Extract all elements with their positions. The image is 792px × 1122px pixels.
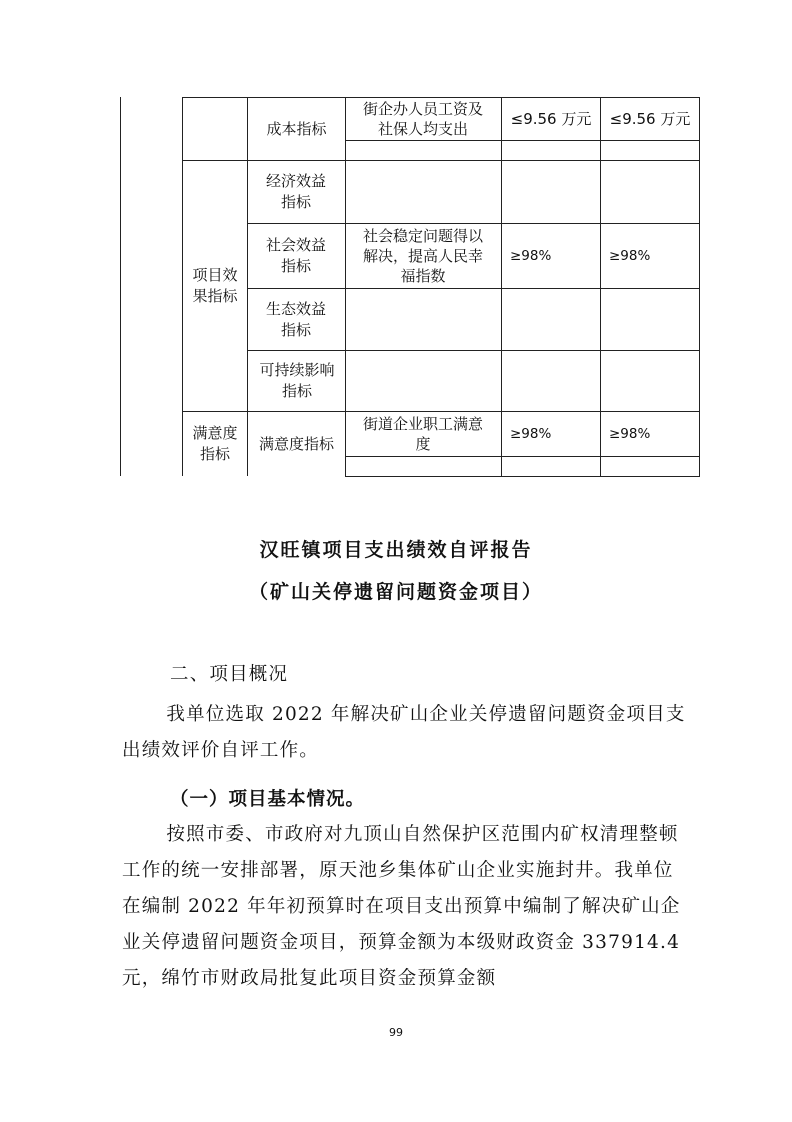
subsection-heading: （一）项目基本情况。	[170, 789, 366, 810]
social-indicator-label: 社会效益指标	[265, 236, 326, 275]
satisfaction-group-label: 满意度指标	[192, 424, 238, 463]
effect-group-label: 项目效果指标	[192, 266, 238, 305]
satisfaction-actual: ≥98%	[609, 425, 651, 442]
social-item: 社会稳定问题得以解决，提高人民幸福指数	[362, 227, 483, 285]
table-border	[120, 97, 121, 476]
satisfaction-item: 街道企业职工满意度	[362, 415, 483, 453]
indicator-table	[0, 0, 792, 480]
cost-indicator-label: 成本指标	[266, 119, 327, 138]
table-border	[345, 456, 700, 457]
cost-item: 街企办人员工资及社保人均支出	[362, 100, 483, 138]
report-title: 汉旺镇项目支出绩效自评报告	[259, 539, 533, 561]
satisfaction-target: ≥98%	[510, 425, 552, 442]
table-border	[699, 97, 700, 476]
section-heading: 二、项目概况	[170, 664, 289, 685]
table-border	[345, 140, 700, 141]
report-subtitle: （矿山关停遗留问题资金项目）	[248, 581, 543, 603]
table-border	[345, 97, 346, 476]
social-actual: ≥98%	[609, 247, 651, 264]
page-number: 99	[389, 1026, 403, 1039]
cost-actual: ≤9.56 万元	[609, 109, 691, 128]
table-border	[345, 476, 700, 477]
economic-indicator-label: 经济效益指标	[265, 172, 326, 211]
social-target: ≥98%	[510, 247, 552, 264]
cost-target: ≤9.56 万元	[510, 109, 592, 128]
body-paragraph: 按照市委、市政府对九顶山自然保护区范围内矿权清理整顿工作的统一安排部署，原天池乡集体矿山企业实施封井。我单位在编制 2022 年年初预算时在项目支出预算中编制了解决矿山企业关停遗留问题资金项目，预算金额为本级财政资金 337914.4 元，绵竹市财政局批复此项目资金预算金额	[122, 824, 681, 989]
satisfaction-indicator-label: 满意度指标	[258, 434, 334, 453]
ecological-indicator-label: 生态效益指标	[265, 299, 326, 339]
sustainable-indicator-label: 可持续影响指标	[259, 361, 335, 400]
intro-paragraph: 我单位选取 2022 年解决矿山企业关停遗留问题资金项目支出绩效评价自评工作。	[122, 704, 686, 761]
